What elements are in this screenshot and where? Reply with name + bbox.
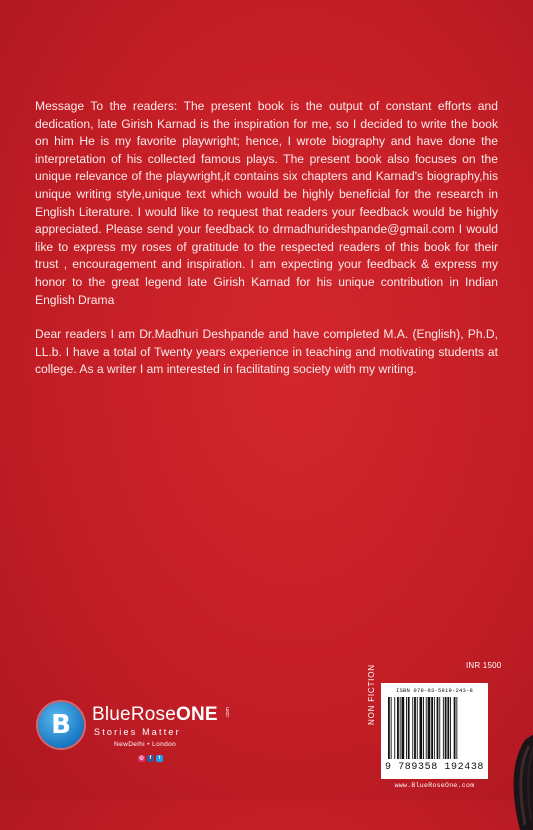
message-paragraph: Message To the readers: The present book is the output of constant efforts and dedication, late Girish Karnad is the inspiration for me, so I decided to write the book on him He is my favorite playwright; hence, I wrote biography and have done the interpretation of his collected famous plays. The present book also focuses on the unique relevance of the playwright,it contains six chapters and Karnad's biography,his unique writing style,unique text which would be highly beneficial for the research in English Literature. I would like to request that readers your feedback would be highly appreciated. Please send your feedback to drmadhurideshpande@gmail.com I would like to express my roses of gratitude to the respected readers of this book for their trust , encouragement and inspiration. I am expecting your feedback & express my honor to the great legend late Girish Karnad for his unique contribution in Indian English Drama xyxy=(35,99,498,307)
barcode-bar xyxy=(412,697,413,759)
publisher-dotcom: .com xyxy=(225,707,231,718)
barcode-bar xyxy=(454,697,456,759)
isbn-label: ISBN 978-93-5819-243-8 xyxy=(395,687,473,694)
facebook-icon: f xyxy=(147,755,154,762)
barcode-bar xyxy=(406,697,407,759)
barcode-bar xyxy=(450,697,451,759)
isbn-barcode xyxy=(381,683,488,779)
barcode-bar xyxy=(414,697,416,759)
barcode-bar xyxy=(439,697,440,759)
bluerose-logo-icon xyxy=(38,702,84,748)
barcode-bar xyxy=(434,697,435,759)
barcode-bar xyxy=(443,697,444,759)
publisher-website: www.BlueRoseOne.com xyxy=(394,782,475,789)
publisher-tagline: Stories Matter xyxy=(94,727,181,737)
barcode-bar xyxy=(437,697,439,759)
logo-letter: B xyxy=(51,710,71,740)
barcode-bars xyxy=(388,697,482,759)
instagram-icon: ◎ xyxy=(139,755,144,761)
barcode-bar xyxy=(431,697,433,759)
barcode-bar xyxy=(394,697,395,759)
publisher-locations: NewDelhi • London xyxy=(114,741,177,748)
publisher-name-light: BlueRose xyxy=(92,704,176,725)
barcode-bar xyxy=(428,697,431,759)
barcode-bar xyxy=(426,697,427,759)
barcode-bar xyxy=(402,697,405,759)
category-label: NON FICTION xyxy=(367,664,376,725)
twitter-icon: t xyxy=(156,755,163,762)
barcode-digits: 9 789358 192438 xyxy=(385,762,485,773)
barcode-bar xyxy=(447,697,449,759)
barcode-bar xyxy=(420,697,423,759)
blurb-text xyxy=(35,98,498,396)
barcode-bar xyxy=(388,697,390,759)
barcode-bar xyxy=(391,697,392,759)
barcode-bar xyxy=(423,697,424,759)
barcode-bar xyxy=(408,697,410,759)
social-icons xyxy=(138,755,163,762)
barcode-bar xyxy=(400,697,401,759)
barcode-bar xyxy=(397,697,399,759)
author-bio-paragraph: Dear readers I am Dr.Madhuri Deshpande and have completed M.A. (English), Ph.D, LL.b. I have a total of Twenty years experience in teaching and motivating students at college. As a writer I am interested in facilitating society with my writing. xyxy=(35,327,498,377)
barcode-bar xyxy=(445,697,447,759)
price-label: INR 1500 xyxy=(466,661,502,670)
publisher-name xyxy=(92,704,218,726)
barcode-bar xyxy=(417,697,418,759)
barcode-bar xyxy=(456,697,457,759)
publisher-name-bold: ONE xyxy=(175,704,218,725)
corner-decoration xyxy=(495,720,533,830)
